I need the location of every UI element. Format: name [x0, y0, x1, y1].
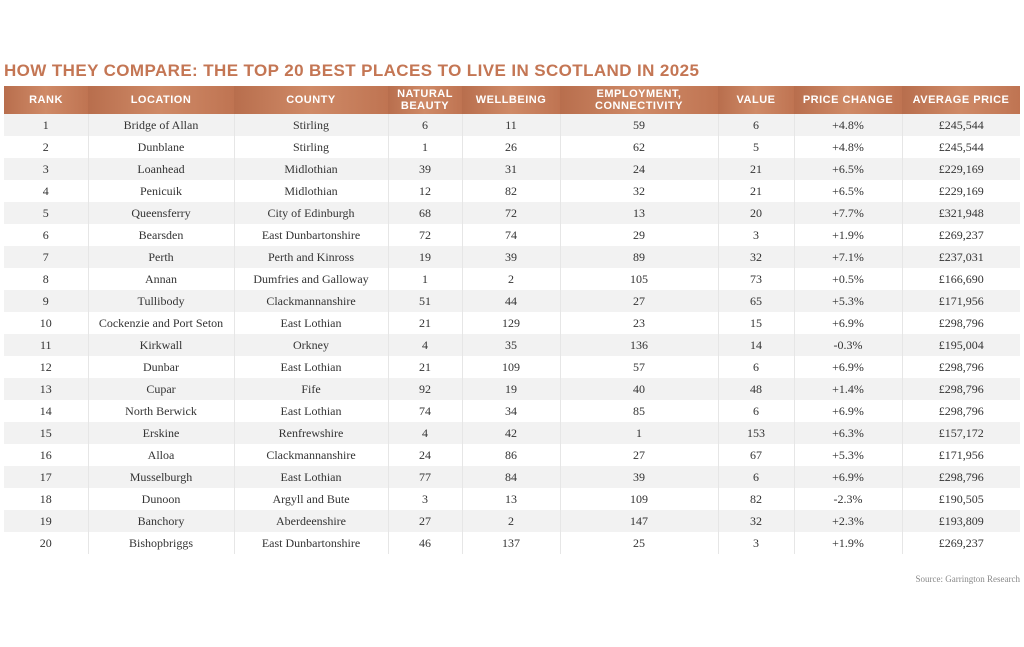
table-row [4, 422, 1020, 444]
cell-natural-beauty: 39 [388, 158, 462, 180]
column-header-natural-beauty: NATURAL BEAUTY [388, 86, 462, 114]
cell-location: Annan [88, 268, 234, 290]
cell-location: North Berwick [88, 400, 234, 422]
column-header-price-change: PRICE CHANGE [794, 86, 902, 114]
table-row [4, 334, 1020, 356]
cell-price-change: +1.9% [794, 224, 902, 246]
table-row [4, 158, 1020, 180]
cell-natural-beauty: 21 [388, 312, 462, 334]
cell-natural-beauty: 27 [388, 510, 462, 532]
cell-employment-connectivity: 24 [560, 158, 718, 180]
cell-average-price: £157,172 [902, 422, 1020, 444]
table-row [4, 246, 1020, 268]
cell-natural-beauty: 77 [388, 466, 462, 488]
cell-county: Fife [234, 378, 388, 400]
cell-employment-connectivity: 23 [560, 312, 718, 334]
cell-county: East Dunbartonshire [234, 224, 388, 246]
table-header [4, 86, 1020, 114]
cell-county: Perth and Kinross [234, 246, 388, 268]
cell-location: Queensferry [88, 202, 234, 224]
cell-average-price: £245,544 [902, 136, 1020, 158]
table-row [4, 268, 1020, 290]
cell-price-change: +5.3% [794, 444, 902, 466]
cell-value: 6 [718, 114, 794, 136]
cell-county: Aberdeenshire [234, 510, 388, 532]
cell-employment-connectivity: 105 [560, 268, 718, 290]
cell-average-price: £298,796 [902, 312, 1020, 334]
table-row [4, 510, 1020, 532]
cell-price-change: +7.1% [794, 246, 902, 268]
cell-county: East Lothian [234, 312, 388, 334]
cell-price-change: +6.5% [794, 158, 902, 180]
cell-rank: 9 [4, 290, 88, 312]
cell-employment-connectivity: 13 [560, 202, 718, 224]
cell-price-change: +4.8% [794, 136, 902, 158]
column-header-value: VALUE [718, 86, 794, 114]
cell-value: 67 [718, 444, 794, 466]
cell-wellbeing: 19 [462, 378, 560, 400]
cell-rank: 6 [4, 224, 88, 246]
cell-value: 21 [718, 180, 794, 202]
cell-wellbeing: 39 [462, 246, 560, 268]
cell-rank: 18 [4, 488, 88, 510]
cell-employment-connectivity: 40 [560, 378, 718, 400]
cell-average-price: £229,169 [902, 158, 1020, 180]
cell-price-change: +1.9% [794, 532, 902, 554]
cell-value: 73 [718, 268, 794, 290]
table-row [4, 378, 1020, 400]
cell-county: Argyll and Bute [234, 488, 388, 510]
cell-rank: 13 [4, 378, 88, 400]
cell-employment-connectivity: 85 [560, 400, 718, 422]
cell-wellbeing: 2 [462, 268, 560, 290]
cell-natural-beauty: 4 [388, 334, 462, 356]
cell-natural-beauty: 74 [388, 400, 462, 422]
cell-rank: 15 [4, 422, 88, 444]
cell-value: 32 [718, 510, 794, 532]
table-row [4, 114, 1020, 136]
table-body [4, 114, 1020, 554]
cell-rank: 4 [4, 180, 88, 202]
cell-price-change: +6.3% [794, 422, 902, 444]
table-row [4, 136, 1020, 158]
cell-county: Orkney [234, 334, 388, 356]
cell-wellbeing: 109 [462, 356, 560, 378]
cell-rank: 7 [4, 246, 88, 268]
header-row [4, 86, 1020, 114]
cell-employment-connectivity: 89 [560, 246, 718, 268]
cell-value: 5 [718, 136, 794, 158]
cell-location: Penicuik [88, 180, 234, 202]
cell-average-price: £171,956 [902, 444, 1020, 466]
cell-natural-beauty: 4 [388, 422, 462, 444]
cell-wellbeing: 44 [462, 290, 560, 312]
cell-county: Renfrewshire [234, 422, 388, 444]
cell-employment-connectivity: 1 [560, 422, 718, 444]
cell-value: 65 [718, 290, 794, 312]
cell-wellbeing: 86 [462, 444, 560, 466]
cell-average-price: £269,237 [902, 532, 1020, 554]
cell-value: 153 [718, 422, 794, 444]
cell-wellbeing: 2 [462, 510, 560, 532]
cell-average-price: £171,956 [902, 290, 1020, 312]
cell-wellbeing: 11 [462, 114, 560, 136]
cell-county: East Dunbartonshire [234, 532, 388, 554]
cell-rank: 12 [4, 356, 88, 378]
cell-employment-connectivity: 39 [560, 466, 718, 488]
cell-rank: 10 [4, 312, 88, 334]
table-row [4, 290, 1020, 312]
column-header-location: LOCATION [88, 86, 234, 114]
cell-rank: 2 [4, 136, 88, 158]
cell-location: Kirkwall [88, 334, 234, 356]
cell-natural-beauty: 21 [388, 356, 462, 378]
cell-price-change: +6.9% [794, 356, 902, 378]
column-header-average-price: AVERAGE PRICE [902, 86, 1020, 114]
cell-average-price: £190,505 [902, 488, 1020, 510]
cell-county: Midlothian [234, 180, 388, 202]
cell-average-price: £298,796 [902, 378, 1020, 400]
cell-value: 20 [718, 202, 794, 224]
cell-natural-beauty: 68 [388, 202, 462, 224]
cell-employment-connectivity: 29 [560, 224, 718, 246]
cell-price-change: +2.3% [794, 510, 902, 532]
cell-average-price: £229,169 [902, 180, 1020, 202]
table-row [4, 312, 1020, 334]
column-header-county: COUNTY [234, 86, 388, 114]
cell-natural-beauty: 72 [388, 224, 462, 246]
cell-value: 48 [718, 378, 794, 400]
cell-county: Clackmannanshire [234, 290, 388, 312]
cell-average-price: £193,809 [902, 510, 1020, 532]
cell-wellbeing: 137 [462, 532, 560, 554]
cell-value: 3 [718, 224, 794, 246]
table-row [4, 488, 1020, 510]
cell-location: Cupar [88, 378, 234, 400]
cell-price-change: +0.5% [794, 268, 902, 290]
cell-price-change: +6.9% [794, 312, 902, 334]
cell-price-change: +6.5% [794, 180, 902, 202]
cell-average-price: £321,948 [902, 202, 1020, 224]
cell-natural-beauty: 92 [388, 378, 462, 400]
cell-average-price: £237,031 [902, 246, 1020, 268]
cell-average-price: £195,004 [902, 334, 1020, 356]
table-row [4, 466, 1020, 488]
cell-average-price: £269,237 [902, 224, 1020, 246]
cell-employment-connectivity: 147 [560, 510, 718, 532]
cell-price-change: +6.9% [794, 400, 902, 422]
cell-rank: 16 [4, 444, 88, 466]
cell-rank: 14 [4, 400, 88, 422]
cell-rank: 3 [4, 158, 88, 180]
table-row [4, 202, 1020, 224]
cell-wellbeing: 74 [462, 224, 560, 246]
cell-wellbeing: 82 [462, 180, 560, 202]
cell-county: Stirling [234, 114, 388, 136]
cell-rank: 11 [4, 334, 88, 356]
cell-value: 6 [718, 400, 794, 422]
cell-location: Tullibody [88, 290, 234, 312]
cell-value: 6 [718, 466, 794, 488]
cell-location: Bridge of Allan [88, 114, 234, 136]
cell-wellbeing: 35 [462, 334, 560, 356]
table-row [4, 224, 1020, 246]
cell-rank: 19 [4, 510, 88, 532]
cell-county: Clackmannanshire [234, 444, 388, 466]
chart-title: HOW THEY COMPARE: THE TOP 20 BEST PLACES TO LIVE IN SCOTLAND IN 2025 [4, 61, 700, 80]
cell-rank: 20 [4, 532, 88, 554]
cell-employment-connectivity: 136 [560, 334, 718, 356]
cell-natural-beauty: 24 [388, 444, 462, 466]
cell-average-price: £298,796 [902, 400, 1020, 422]
cell-location: Musselburgh [88, 466, 234, 488]
cell-employment-connectivity: 27 [560, 290, 718, 312]
cell-location: Bishopbriggs [88, 532, 234, 554]
cell-wellbeing: 72 [462, 202, 560, 224]
cell-rank: 17 [4, 466, 88, 488]
cell-natural-beauty: 12 [388, 180, 462, 202]
cell-employment-connectivity: 59 [560, 114, 718, 136]
cell-wellbeing: 129 [462, 312, 560, 334]
cell-county: Midlothian [234, 158, 388, 180]
cell-average-price: £298,796 [902, 356, 1020, 378]
cell-location: Erskine [88, 422, 234, 444]
cell-natural-beauty: 3 [388, 488, 462, 510]
cell-natural-beauty: 1 [388, 136, 462, 158]
cell-rank: 5 [4, 202, 88, 224]
cell-county: City of Edinburgh [234, 202, 388, 224]
cell-employment-connectivity: 27 [560, 444, 718, 466]
cell-value: 15 [718, 312, 794, 334]
cell-location: Dunoon [88, 488, 234, 510]
table-row [4, 532, 1020, 554]
table-row [4, 356, 1020, 378]
cell-average-price: £166,690 [902, 268, 1020, 290]
column-header-rank: RANK [4, 86, 88, 114]
cell-average-price: £245,544 [902, 114, 1020, 136]
column-header-employment-connectivity: EMPLOYMENT, CONNECTIVITY [560, 86, 718, 114]
cell-employment-connectivity: 32 [560, 180, 718, 202]
table-row [4, 444, 1020, 466]
table-row [4, 400, 1020, 422]
cell-rank: 8 [4, 268, 88, 290]
cell-employment-connectivity: 109 [560, 488, 718, 510]
cell-price-change: +5.3% [794, 290, 902, 312]
cell-location: Bearsden [88, 224, 234, 246]
cell-natural-beauty: 51 [388, 290, 462, 312]
cell-employment-connectivity: 62 [560, 136, 718, 158]
cell-wellbeing: 42 [462, 422, 560, 444]
cell-county: Stirling [234, 136, 388, 158]
cell-wellbeing: 34 [462, 400, 560, 422]
cell-county: East Lothian [234, 356, 388, 378]
cell-location: Dunblane [88, 136, 234, 158]
cell-wellbeing: 13 [462, 488, 560, 510]
cell-price-change: -2.3% [794, 488, 902, 510]
cell-location: Alloa [88, 444, 234, 466]
cell-county: Dumfries and Galloway [234, 268, 388, 290]
cell-price-change: +6.9% [794, 466, 902, 488]
cell-value: 82 [718, 488, 794, 510]
cell-wellbeing: 31 [462, 158, 560, 180]
cell-employment-connectivity: 25 [560, 532, 718, 554]
cell-price-change: -0.3% [794, 334, 902, 356]
cell-county: East Lothian [234, 466, 388, 488]
cell-value: 14 [718, 334, 794, 356]
cell-employment-connectivity: 57 [560, 356, 718, 378]
cell-natural-beauty: 19 [388, 246, 462, 268]
cell-natural-beauty: 6 [388, 114, 462, 136]
cell-location: Loanhead [88, 158, 234, 180]
cell-natural-beauty: 1 [388, 268, 462, 290]
cell-wellbeing: 84 [462, 466, 560, 488]
cell-price-change: +7.7% [794, 202, 902, 224]
cell-county: East Lothian [234, 400, 388, 422]
comparison-table [4, 86, 1020, 554]
column-header-wellbeing: WELLBEING [462, 86, 560, 114]
cell-natural-beauty: 46 [388, 532, 462, 554]
cell-average-price: £298,796 [902, 466, 1020, 488]
cell-location: Perth [88, 246, 234, 268]
cell-rank: 1 [4, 114, 88, 136]
cell-value: 21 [718, 158, 794, 180]
cell-wellbeing: 26 [462, 136, 560, 158]
cell-price-change: +4.8% [794, 114, 902, 136]
cell-location: Banchory [88, 510, 234, 532]
cell-value: 32 [718, 246, 794, 268]
table-row [4, 180, 1020, 202]
source-note: Source: Garrington Research [915, 574, 1020, 584]
cell-location: Dunbar [88, 356, 234, 378]
cell-location: Cockenzie and Port Seton [88, 312, 234, 334]
cell-value: 3 [718, 532, 794, 554]
cell-value: 6 [718, 356, 794, 378]
cell-price-change: +1.4% [794, 378, 902, 400]
